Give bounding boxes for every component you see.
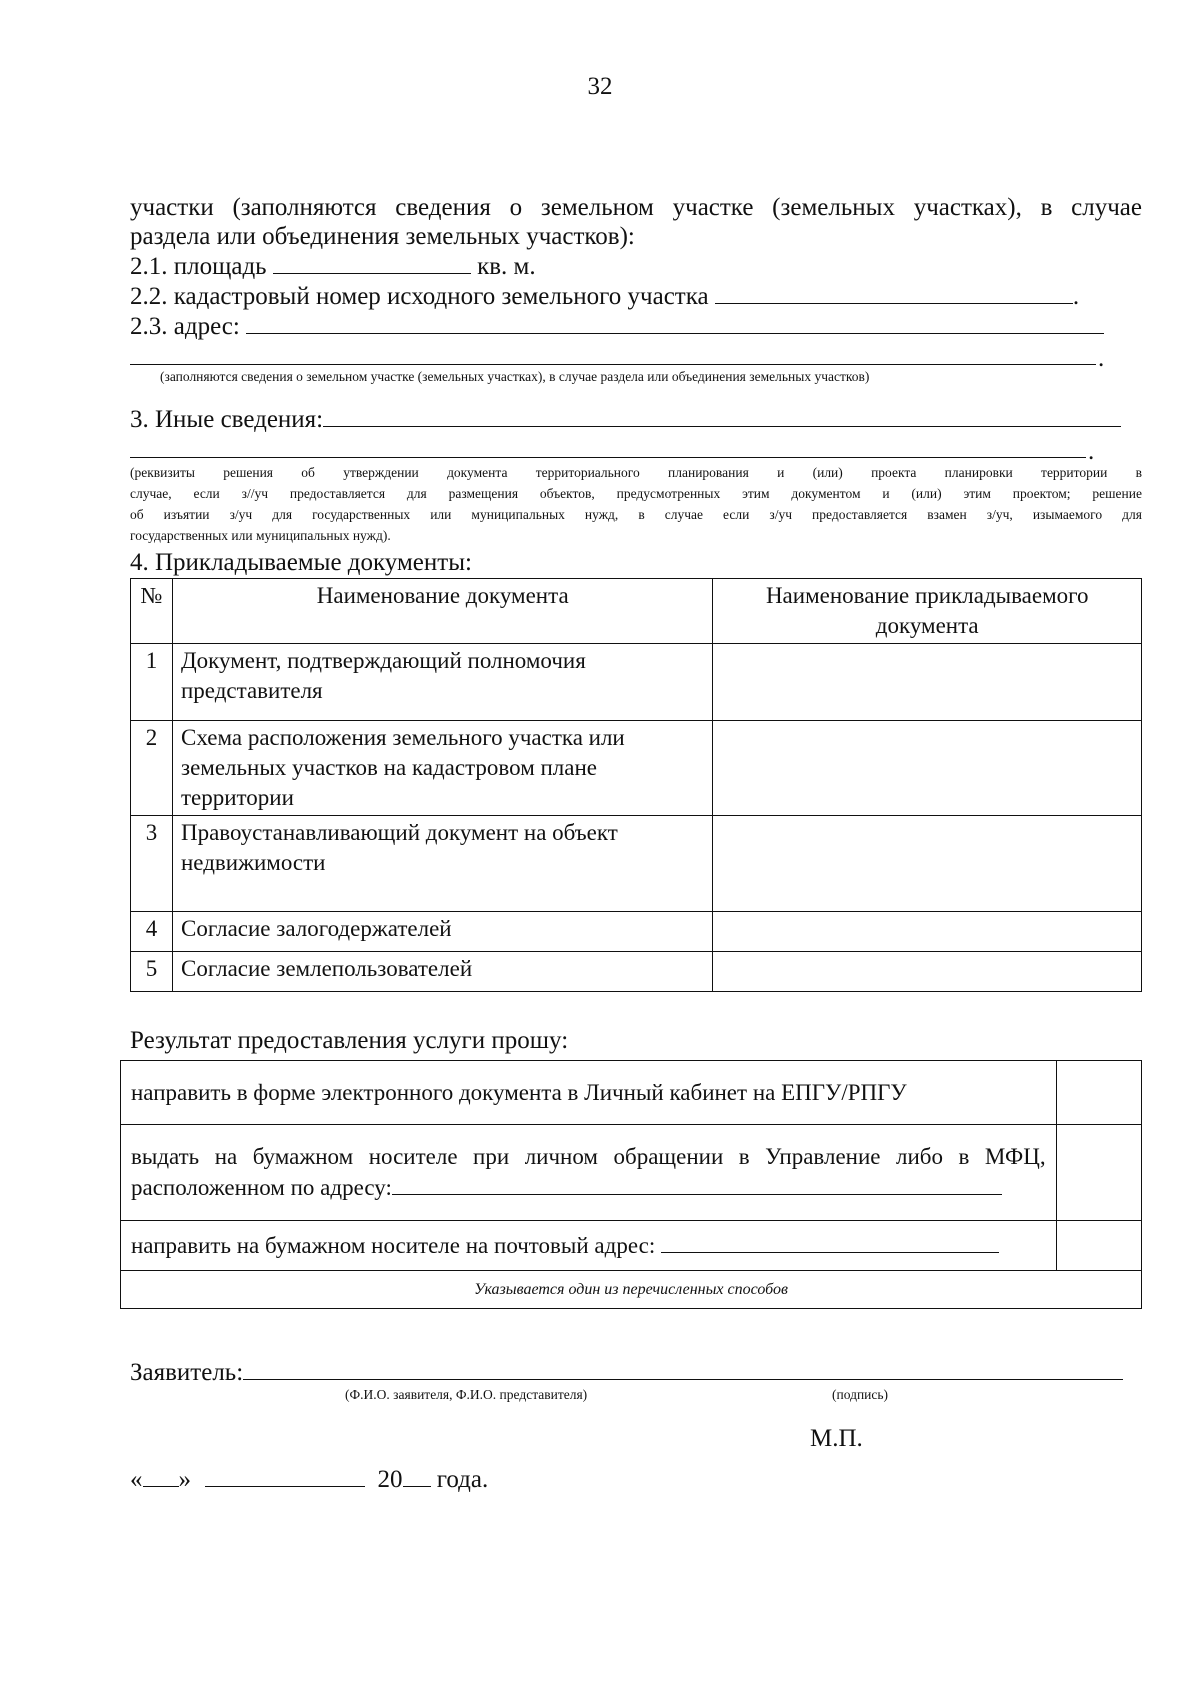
option-paper-office-checkbox[interactable] bbox=[1056, 1125, 1141, 1221]
area-field[interactable] bbox=[273, 251, 471, 274]
result-footnote: Указывается один из перечисленных способов bbox=[121, 1271, 1142, 1309]
signature-caption: (подпись) bbox=[832, 1387, 889, 1402]
col-attached-header: Наименование прикладываемого документа bbox=[713, 579, 1142, 644]
col-doc-name-header: Наименование документа bbox=[172, 579, 712, 644]
result-option-row bbox=[121, 1221, 1142, 1271]
row-number: 2 bbox=[131, 721, 173, 816]
date-year-prefix: 20 bbox=[377, 1466, 403, 1493]
table-row bbox=[131, 912, 1142, 952]
row-number: 5 bbox=[131, 952, 173, 992]
result-options-table bbox=[120, 1060, 1142, 1309]
intro-line-1: участки (заполняются сведения о земельном участке (земельных участках), в случае bbox=[130, 194, 1142, 221]
option-paper-office-address-label: расположенном по адресу: bbox=[131, 1175, 392, 1200]
option-paper-mail-label: направить на бумажном носителе на почтовый адрес: bbox=[131, 1233, 656, 1258]
other-info-note-3: об изъятии з/уч для государственных или муниципальных нужд, в случае если з/уч предоставляется взамен з/уч, изымаемого для bbox=[130, 507, 1142, 522]
item-2-1 bbox=[130, 251, 536, 282]
other-info-label: 3. Иные сведения: bbox=[130, 406, 324, 433]
table-row bbox=[131, 952, 1142, 992]
table-row bbox=[131, 721, 1142, 816]
option-paper-office-address bbox=[131, 1172, 1046, 1203]
option-paper-office-label: выдать на бумажном носителе при личном обращении в Управление либо в МФЦ, bbox=[131, 1144, 1046, 1169]
other-info-end: . bbox=[1088, 438, 1095, 465]
row-attached-cell[interactable] bbox=[713, 912, 1142, 952]
attached-docs-heading: 4. Прикладываемые документы: bbox=[130, 549, 472, 576]
row-doc-name: Согласие залогодержателей bbox=[172, 912, 712, 952]
other-info-field[interactable] bbox=[323, 404, 1121, 427]
cadastral-label: 2.2. кадастровый номер исходного земельного участка bbox=[130, 283, 709, 310]
table-row bbox=[131, 644, 1142, 721]
date-year-suffix: года. bbox=[436, 1466, 489, 1493]
cadastral-number-field[interactable] bbox=[715, 281, 1073, 304]
address-field-line-2[interactable] bbox=[130, 364, 1096, 365]
date-month-field[interactable] bbox=[205, 1464, 365, 1487]
applicant-label: Заявитель: bbox=[130, 1359, 244, 1386]
fio-caption: (Ф.И.О. заявителя, Ф.И.О. представителя) bbox=[345, 1387, 588, 1402]
option-electronic-checkbox[interactable] bbox=[1056, 1061, 1141, 1125]
address-field[interactable] bbox=[246, 311, 1104, 334]
intro-line-2: раздела или объединения земельных участков): bbox=[130, 223, 635, 250]
option-electronic-label: направить в форме электронного документа в Личный кабинет на ЕПГУ/РПГУ bbox=[121, 1061, 1057, 1125]
row-doc-name: Правоустанавливающий документ на объект недвижимости bbox=[172, 816, 712, 912]
postal-address-field[interactable] bbox=[661, 1230, 999, 1253]
row-attached-cell[interactable] bbox=[713, 721, 1142, 816]
result-heading: Результат предоставления услуги прошу: bbox=[130, 1027, 569, 1054]
attached-docs-table bbox=[130, 578, 1142, 992]
row-attached-cell[interactable] bbox=[713, 816, 1142, 912]
row-number: 4 bbox=[131, 912, 173, 952]
page-number: 32 bbox=[587, 73, 613, 100]
result-option-row bbox=[121, 1061, 1142, 1125]
address-end: . bbox=[1098, 345, 1105, 372]
row-attached-cell[interactable] bbox=[713, 952, 1142, 992]
other-info-note-2: случае, если з//уч предоставляется для размещения объектов, предусмотренных этим документом и (или) этим проектом; решение bbox=[130, 486, 1142, 501]
other-info-note-4: государственных или муниципальных нужд). bbox=[130, 528, 391, 543]
applicant-signature-field[interactable] bbox=[243, 1357, 1123, 1380]
item-2-3 bbox=[130, 311, 1104, 342]
parcel-note: (заполняются сведения о земельном участке (земельных участках), в случае раздела или объединения земельных участков) bbox=[160, 369, 870, 384]
row-number: 1 bbox=[131, 644, 173, 721]
col-number-header: № bbox=[131, 579, 173, 644]
cadastral-end: . bbox=[1072, 283, 1080, 310]
date-open-quote: « bbox=[130, 1466, 143, 1493]
area-unit: кв. м. bbox=[477, 253, 536, 280]
area-label: 2.1. площадь bbox=[130, 253, 267, 280]
date-close-quote: » bbox=[178, 1466, 191, 1493]
option-paper-office bbox=[121, 1125, 1057, 1221]
office-address-field[interactable] bbox=[392, 1172, 1002, 1195]
result-footnote-row bbox=[121, 1271, 1142, 1309]
date-year-field[interactable] bbox=[403, 1464, 431, 1487]
other-info bbox=[130, 404, 1121, 435]
item-2-2 bbox=[130, 281, 1079, 312]
result-option-row bbox=[121, 1125, 1142, 1221]
other-info-note-1: (реквизиты решения об утверждении документа территориального планирования и (или) проекта планировки территории в bbox=[130, 465, 1142, 480]
option-paper-mail bbox=[121, 1221, 1057, 1271]
row-attached-cell[interactable] bbox=[713, 644, 1142, 721]
row-doc-name: Схема расположения земельного участка или земельных участков на кадастровом плане территории bbox=[172, 721, 712, 816]
row-doc-name: Согласие землепользователей bbox=[172, 952, 712, 992]
row-doc-name: Документ, подтверждающий полномочия представителя bbox=[172, 644, 712, 721]
table-header-row bbox=[131, 579, 1142, 644]
address-label: 2.3. адрес: bbox=[130, 313, 240, 340]
date-day-field[interactable] bbox=[143, 1464, 179, 1487]
table-row bbox=[131, 816, 1142, 912]
stamp-place: М.П. bbox=[810, 1425, 863, 1452]
applicant bbox=[130, 1357, 1123, 1388]
row-number: 3 bbox=[131, 816, 173, 912]
date-line bbox=[130, 1464, 488, 1495]
other-info-field-line-2[interactable] bbox=[130, 457, 1086, 458]
option-paper-mail-checkbox[interactable] bbox=[1056, 1221, 1141, 1271]
